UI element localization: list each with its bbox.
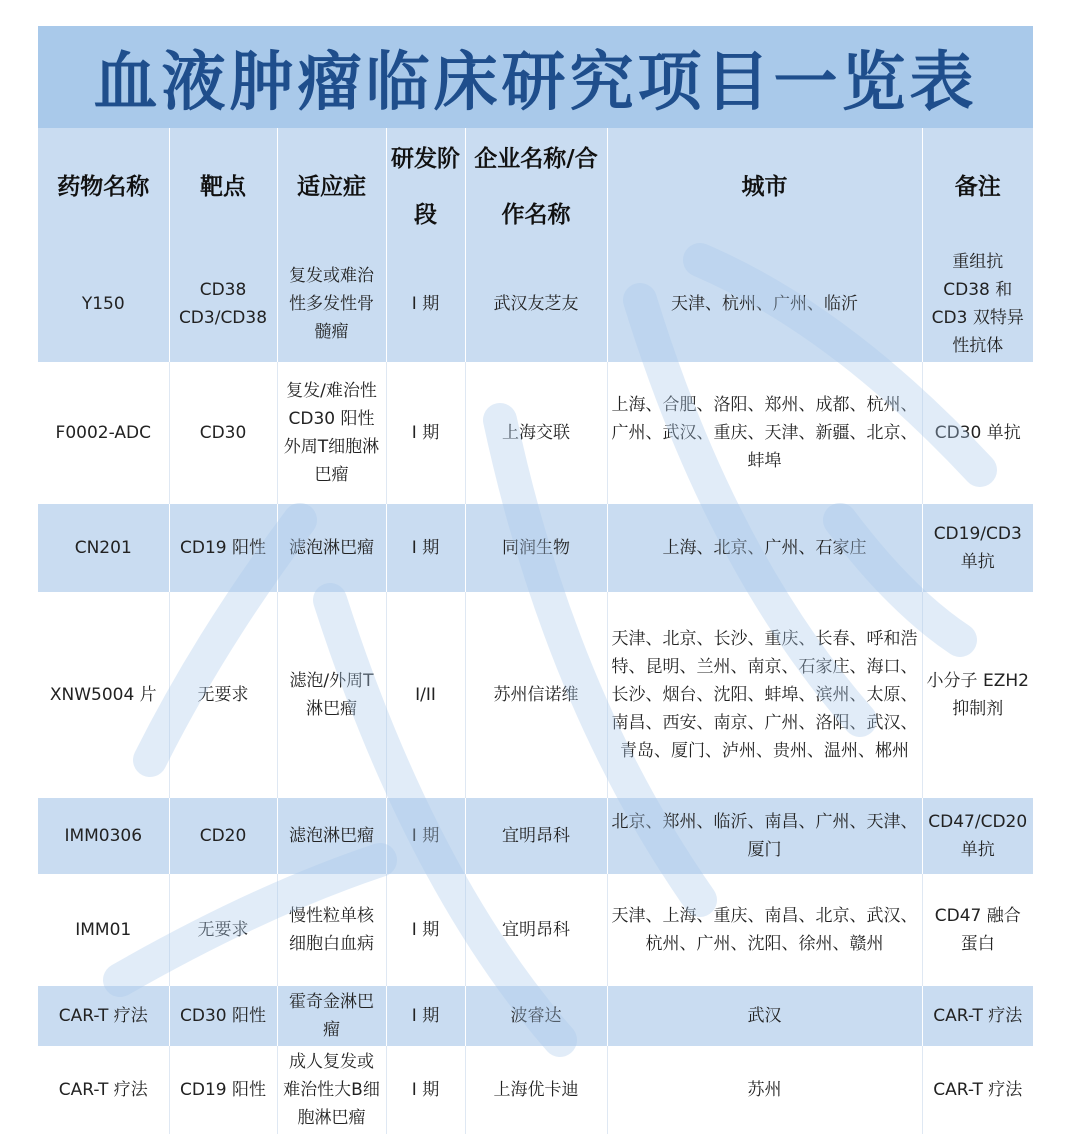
cell-phase: I 期 [386, 246, 465, 362]
cell-note: 重组抗 CD38 和 CD3 双特异性抗体 [922, 246, 1033, 362]
header-drug: 药物名称 [38, 128, 169, 246]
cell-company: 上海交联 [465, 362, 607, 504]
header-phase: 研发阶段 [386, 128, 465, 246]
cell-note: CD30 单抗 [922, 362, 1033, 504]
cell-note: CD47 融合蛋白 [922, 874, 1033, 986]
cell-city: 天津、北京、长沙、重庆、长春、呼和浩特、昆明、兰州、南京、石家庄、海口、长沙、烟台、沈阳、蚌埠、滨州、太原、南昌、西安、南京、广州、洛阳、武汉、青岛、厦门、泸州、贵州、温州、郴州 [607, 592, 922, 798]
cell-phase: I 期 [386, 874, 465, 986]
page-title: 血液肿瘤临床研究项目一览表 [38, 26, 1033, 128]
cell-city: 武汉 [607, 986, 922, 1046]
cell-target: CD20 [169, 798, 277, 874]
cell-company: 宜明昂科 [465, 798, 607, 874]
cell-indication: 霍奇金淋巴瘤 [277, 986, 386, 1046]
cell-target: CD30 阳性 [169, 986, 277, 1046]
cell-company: 宜明昂科 [465, 874, 607, 986]
trial-table [38, 128, 1033, 1134]
cell-city: 上海、北京、广州、石家庄 [607, 504, 922, 592]
cell-target: CD38 CD3/CD38 [169, 246, 277, 362]
cell-city: 上海、合肥、洛阳、郑州、成都、杭州、广州、武汉、重庆、天津、新疆、北京、蚌埠 [607, 362, 922, 504]
cell-phase: I 期 [386, 362, 465, 504]
cell-drug: XNW5004 片 [38, 592, 169, 798]
cell-target: CD19 阳性 [169, 1046, 277, 1134]
cell-phase: I 期 [386, 1046, 465, 1134]
header-target: 靶点 [169, 128, 277, 246]
table-row [38, 362, 1033, 504]
table-row [38, 246, 1033, 362]
cell-drug: CAR-T 疗法 [38, 986, 169, 1046]
cell-indication: 滤泡淋巴瘤 [277, 798, 386, 874]
cell-target: CD19 阳性 [169, 504, 277, 592]
header-indication: 适应症 [277, 128, 386, 246]
table-row [38, 874, 1033, 986]
cell-target: 无要求 [169, 592, 277, 798]
cell-drug: F0002-ADC [38, 362, 169, 504]
header-note: 备注 [922, 128, 1033, 246]
table-row [38, 986, 1033, 1046]
cell-drug: Y150 [38, 246, 169, 362]
cell-note: CAR-T 疗法 [922, 1046, 1033, 1134]
cell-company: 苏州信诺维 [465, 592, 607, 798]
cell-city: 北京、郑州、临沂、南昌、广州、天津、厦门 [607, 798, 922, 874]
table-row [38, 1046, 1033, 1134]
header-city: 城市 [607, 128, 922, 246]
cell-company: 波睿达 [465, 986, 607, 1046]
cell-indication: 滤泡/外周T淋巴瘤 [277, 592, 386, 798]
cell-indication: 复发或难治性多发性骨髓瘤 [277, 246, 386, 362]
cell-note: CD19/CD3 单抗 [922, 504, 1033, 592]
cell-note: CD47/CD20 单抗 [922, 798, 1033, 874]
header-company: 企业名称/合作名称 [465, 128, 607, 246]
cell-phase: I 期 [386, 798, 465, 874]
cell-note: CAR-T 疗法 [922, 986, 1033, 1046]
cell-phase: I/II [386, 592, 465, 798]
cell-phase: I 期 [386, 504, 465, 592]
cell-company: 武汉友芝友 [465, 246, 607, 362]
cell-note: 小分子 EZH2 抑制剂 [922, 592, 1033, 798]
cell-company: 同润生物 [465, 504, 607, 592]
cell-drug: IMM01 [38, 874, 169, 986]
cell-city: 天津、杭州、广州、临沂 [607, 246, 922, 362]
cell-phase: I 期 [386, 986, 465, 1046]
cell-company: 上海优卡迪 [465, 1046, 607, 1134]
table-row [38, 592, 1033, 798]
cell-city: 天津、上海、重庆、南昌、北京、武汉、杭州、广州、沈阳、徐州、赣州 [607, 874, 922, 986]
cell-city: 苏州 [607, 1046, 922, 1134]
cell-drug: CAR-T 疗法 [38, 1046, 169, 1134]
cell-indication: 成人复发或难治性大B细胞淋巴瘤 [277, 1046, 386, 1134]
cell-drug: CN201 [38, 504, 169, 592]
cell-target: 无要求 [169, 874, 277, 986]
table-row [38, 798, 1033, 874]
cell-drug: IMM0306 [38, 798, 169, 874]
cell-indication: 慢性粒单核细胞白血病 [277, 874, 386, 986]
table-row [38, 504, 1033, 592]
cell-indication: 滤泡淋巴瘤 [277, 504, 386, 592]
cell-target: CD30 [169, 362, 277, 504]
cell-indication: 复发/难治性CD30 阳性外周T细胞淋巴瘤 [277, 362, 386, 504]
table-header-row [38, 128, 1033, 246]
